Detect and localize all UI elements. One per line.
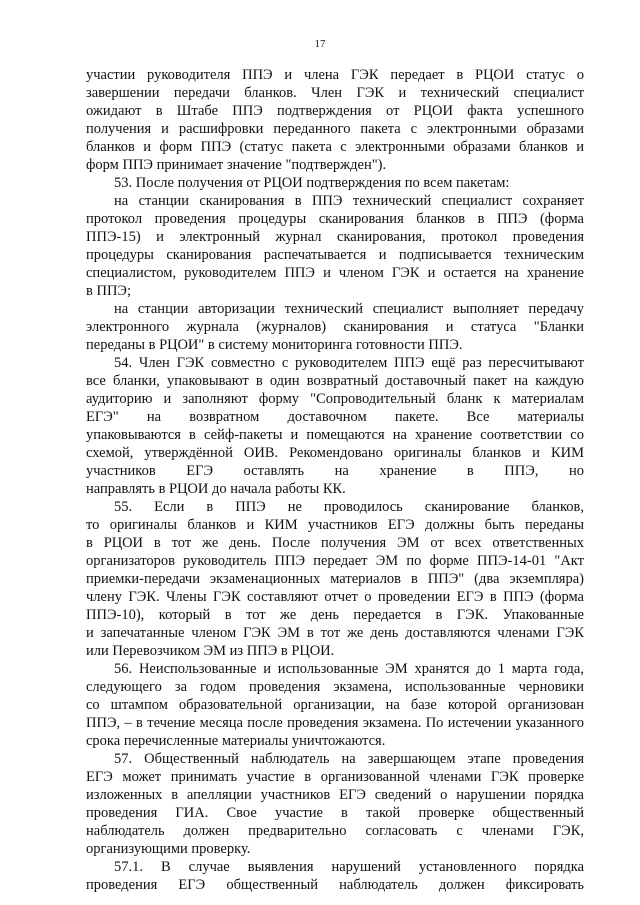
text-line: упаковываются в сейф-пакеты и помещаются на хранение соответствии со: [86, 427, 584, 443]
text-line: схемой, утверждённой ОИВ. Рекомендовано оригиналы бланков и КИМ: [86, 445, 584, 461]
text-line: 57.1. В случае выявления нарушений установленного порядка: [114, 859, 584, 875]
text-line: участников ЕГЭ оставлять на хранение в ППЭ, но: [86, 463, 584, 479]
text-line: ЕГЭ может принимать участие в организованной членами ГЭК проверке: [86, 769, 584, 785]
text-line: 55. Если в ППЭ не проводилось сканирование бланков,: [114, 499, 584, 515]
text-line: все бланки, упаковывают в один возвратный доставочный пакет на каждую: [86, 373, 584, 389]
text-line: 54. Член ГЭК совместно с руководителем ППЭ ещё раз пересчитывают: [114, 355, 584, 371]
text-line: организаторов руководитель ППЭ передает ЭМ по форме ППЭ-14-01 "Акт: [86, 553, 584, 569]
text-line: протокол проведения процедуры сканирования бланков в ППЭ (форма: [86, 211, 584, 227]
text-line: получения и расшифровки переданного пакета с электронными образами: [86, 121, 584, 137]
text-line: члену ГЭК. Члены ГЭК составляют отчет о проведении ЕГЭ в ППЭ (форма: [86, 589, 584, 605]
text-line: 53. После получения от РЦОИ подтверждения по всем пакетам:: [114, 175, 510, 191]
text-line: то оригиналы бланков и КИМ участников ЕГЭ должны быть переданы: [86, 517, 584, 533]
text-line: процедуры сканирования распечатывается и подписывается техническим: [86, 247, 584, 263]
text-line: ожидают в Штабе ППЭ подтверждения от РЦОИ факта успешного: [86, 103, 584, 119]
text-line: специалистом, руководителем ППЭ и членом ГЭК и остается на хранение: [86, 265, 584, 281]
text-line: организующими проверку.: [86, 841, 251, 857]
text-line: в ППЭ;: [86, 283, 132, 299]
text-line: со штампом образовательной организации, на базе которой организован: [86, 697, 584, 713]
text-line: в РЦОИ в тот же день. После получения ЭМ от всех ответственных: [86, 535, 584, 551]
page-number: 17: [314, 38, 326, 50]
text-line: следующего за годом проведения экзамена, использованные черновики: [86, 679, 584, 695]
text-line: 56. Неиспользованные и использованные ЭМ хранятся до 1 марта года,: [114, 661, 584, 677]
text-line: изложенных в апелляции участников ЕГЭ сведений о нарушении порядка: [86, 787, 584, 803]
text-line: участии руководителя ППЭ и члена ГЭК передает в РЦОИ статус о: [86, 67, 584, 83]
text-line: переданы в РЦОИ" в систему мониторинга готовности ППЭ.: [86, 337, 463, 353]
text-line: или Перевозчиком ЭМ из ППЭ в РЦОИ.: [86, 643, 335, 659]
text-line: и запечатанные членом ГЭК ЭМ в тот же день доставляются членами ГЭК: [86, 625, 584, 641]
text-line: завершении передачи бланков. Член ГЭК и технический специалист: [86, 85, 584, 101]
text-line: направлять в РЦОИ до начала работы КК.: [86, 481, 346, 497]
text-line: аудиторию и заполняют форму "Сопроводительный бланк к материалам: [86, 391, 584, 407]
text-line: на станции авторизации технический специалист выполняет передачу: [114, 301, 584, 317]
text-line: ЕГЭ" на возвратном доставочном пакете. Все материалы: [86, 409, 584, 425]
text-line: проведения ЕГЭ общественный наблюдатель должен фиксировать: [86, 877, 584, 893]
text-line: ППЭ, – в течение месяца после проведения экзамена. По истечении указанного: [86, 715, 584, 731]
text-line: проведения ГИА. Свое участие в такой проверке общественный: [86, 805, 584, 821]
text-line: бланков и форм ППЭ (статус пакета с электронными образами бланков и: [86, 139, 584, 155]
text-line: приемки-передачи экзаменационных материалов в ППЭ" (два экземпляра): [86, 571, 584, 587]
text-line: на станции сканирования в ППЭ технический специалист сохраняет: [114, 193, 584, 209]
text-line: срока перечисленные материалы уничтожаются.: [86, 733, 386, 749]
text-line: форм ППЭ принимает значение "подтвержден").: [86, 157, 387, 173]
text-line: электронного журнала (журналов) сканирования и статуса "Бланки: [86, 319, 584, 335]
text-line: ППЭ-15) и электронный журнал сканирования, протокол проведения: [86, 229, 584, 245]
text-line: наблюдатель должен предварительно согласовать с членами ГЭК,: [86, 823, 584, 839]
text-line: 57. Общественный наблюдатель на завершающем этапе проведения: [114, 751, 584, 767]
text-line: ППЭ-10), который в тот же день передается в ГЭК. Упакованные: [86, 607, 584, 623]
